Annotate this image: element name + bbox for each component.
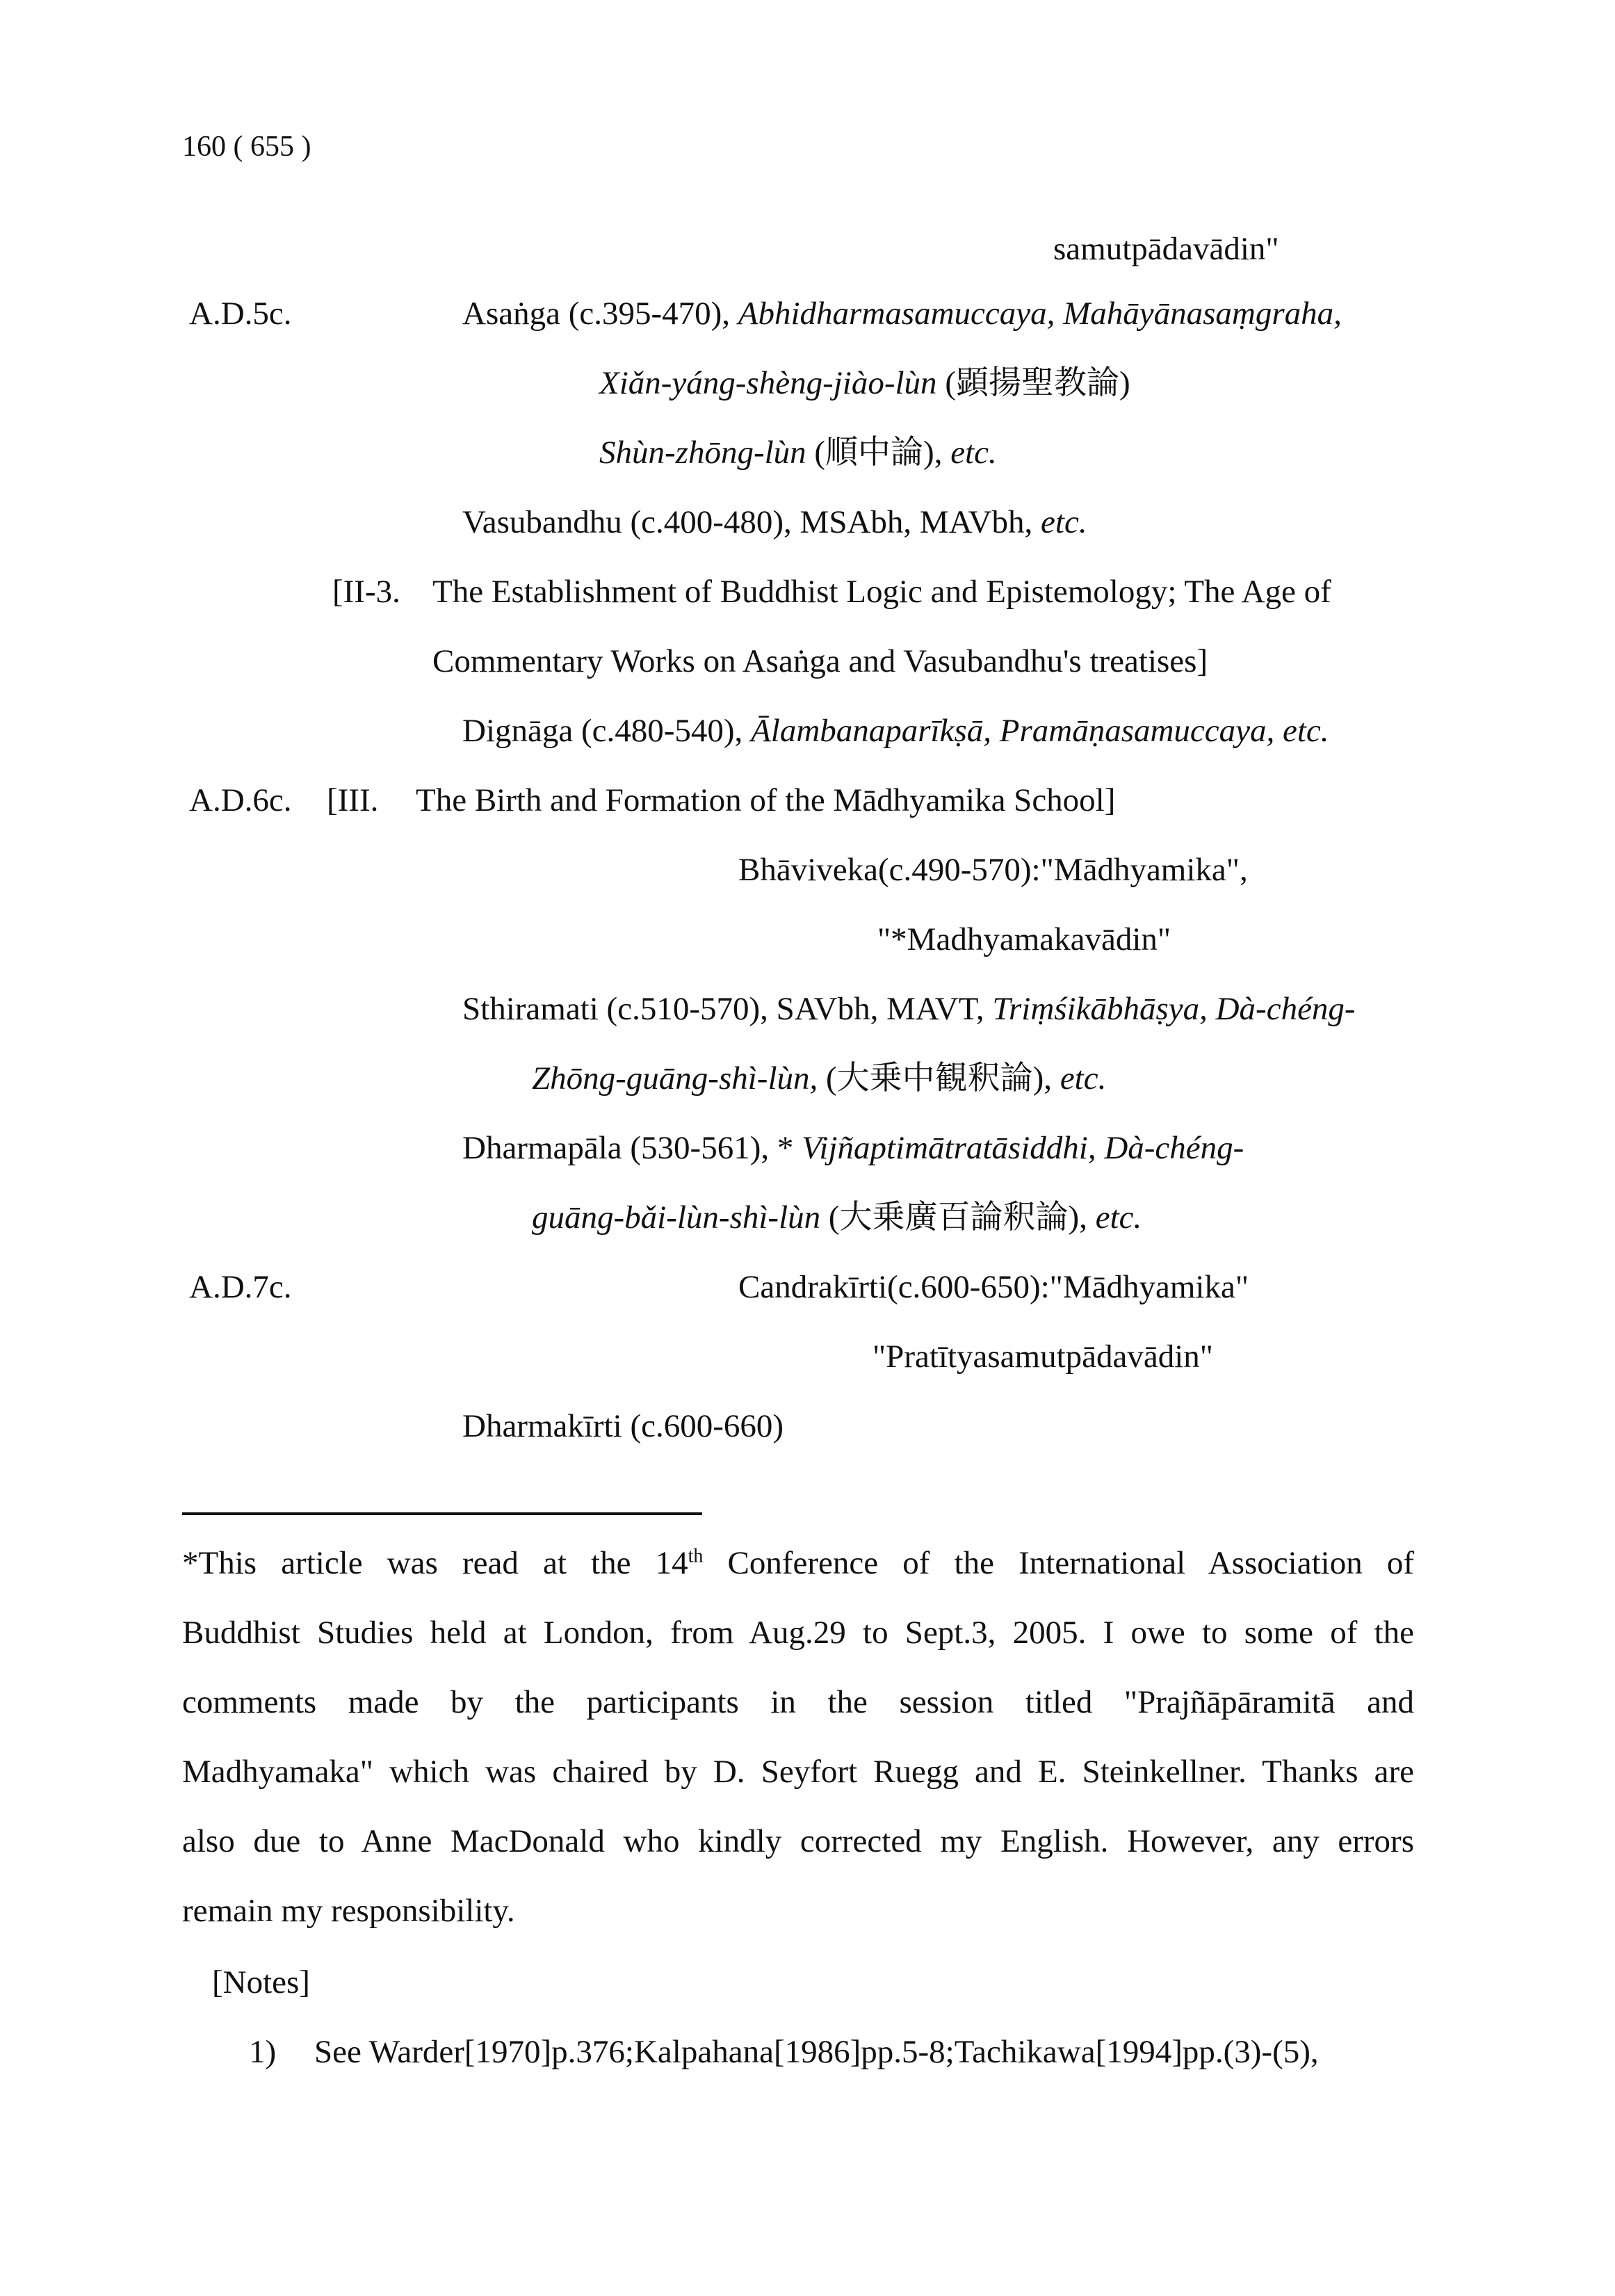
page-number: 160 ( 655 ) [182,131,311,163]
timeline-line: Asaṅga (c.395-470), Abhidharmasamuccaya, Mahāyānasaṃgraha, [462,296,1342,332]
note-number: 1) [249,2034,277,2070]
notes-heading: [Notes] [212,1964,310,2000]
timeline-line: Sthiramati (c.510-570), SAVbh, MAVT, Triṃśikābhāṣya, Dà-chéng- [462,991,1356,1027]
date-label: A.D.6c. [189,782,292,818]
footnote-line: *This article was read at the 14th Conference of the International Association of [182,1545,1414,1581]
timeline-line: Xiǎn-yáng-shèng-jiào-lùn (顕揚聖教論) [599,365,1130,401]
timeline-line: samutpādavādin" [1053,231,1279,267]
timeline-line: Dharmakīrti (c.600-660) [462,1408,784,1444]
timeline-line: Bhāviveka(c.490-570):"Mādhyamika", [738,852,1248,888]
timeline-line: "*Madhyamakavādin" [877,921,1171,957]
timeline-line: Vasubandhu (c.400-480), MSAbh, MAVbh, etc. [462,504,1087,540]
timeline-line: Candrakīrti(c.600-650):"Mādhyamika" [738,1269,1249,1305]
timeline-line: Zhōng-guāng-shì-lùn, (大乗中観釈論), etc. [532,1060,1107,1097]
section-bracket: [III. [327,782,379,818]
footnote-line: also due to Anne MacDonald who kindly corrected my English. However, any errors [182,1823,1414,1859]
timeline-line: guāng-bǎi-lùn-shì-lùn (大乗廣百論釈論), etc. [532,1199,1142,1236]
footnote-rule [182,1512,702,1515]
timeline-line: Dignāga (c.480-540), Ālambanaparīkṣā, Pramāṇasamuccaya, etc. [462,713,1329,749]
section-heading: The Birth and Formation of the Mādhyamika School] [416,782,1116,818]
timeline-line: Dharmapāla (530-561), * Vijñaptimātratāsiddhi, Dà-chéng- [462,1130,1244,1166]
footnote-line: Madhyamaka" which was chaired by D. Seyfort Ruegg and E. Steinkellner. Thanks are [182,1754,1414,1790]
footnote-line: Buddhist Studies held at London, from Aug.29 to Sept.3, 2005. I owe to some of the [182,1615,1414,1651]
timeline-line: Shùn-zhōng-lùn (順中論), etc. [599,435,997,471]
date-label: A.D.7c. [189,1269,292,1305]
section-bracket: [II-3. [332,574,400,610]
timeline-line: "Pratītyasamutpādavādin" [873,1339,1213,1375]
section-heading: Commentary Works on Asaṅga and Vasubandhu's treatises] [432,643,1208,679]
footnote-line: remain my responsibility. [182,1893,515,1929]
date-label: A.D.5c. [189,296,292,332]
note-text: See Warder[1970]p.376;Kalpahana[1986]pp.5-8;Tachikawa[1994]pp.(3)-(5), [314,2034,1319,2070]
footnote-line: comments made by the participants in the session titled "Prajñāpāramitā and [182,1684,1414,1720]
section-heading: The Establishment of Buddhist Logic and Epistemology; The Age of [432,574,1331,610]
